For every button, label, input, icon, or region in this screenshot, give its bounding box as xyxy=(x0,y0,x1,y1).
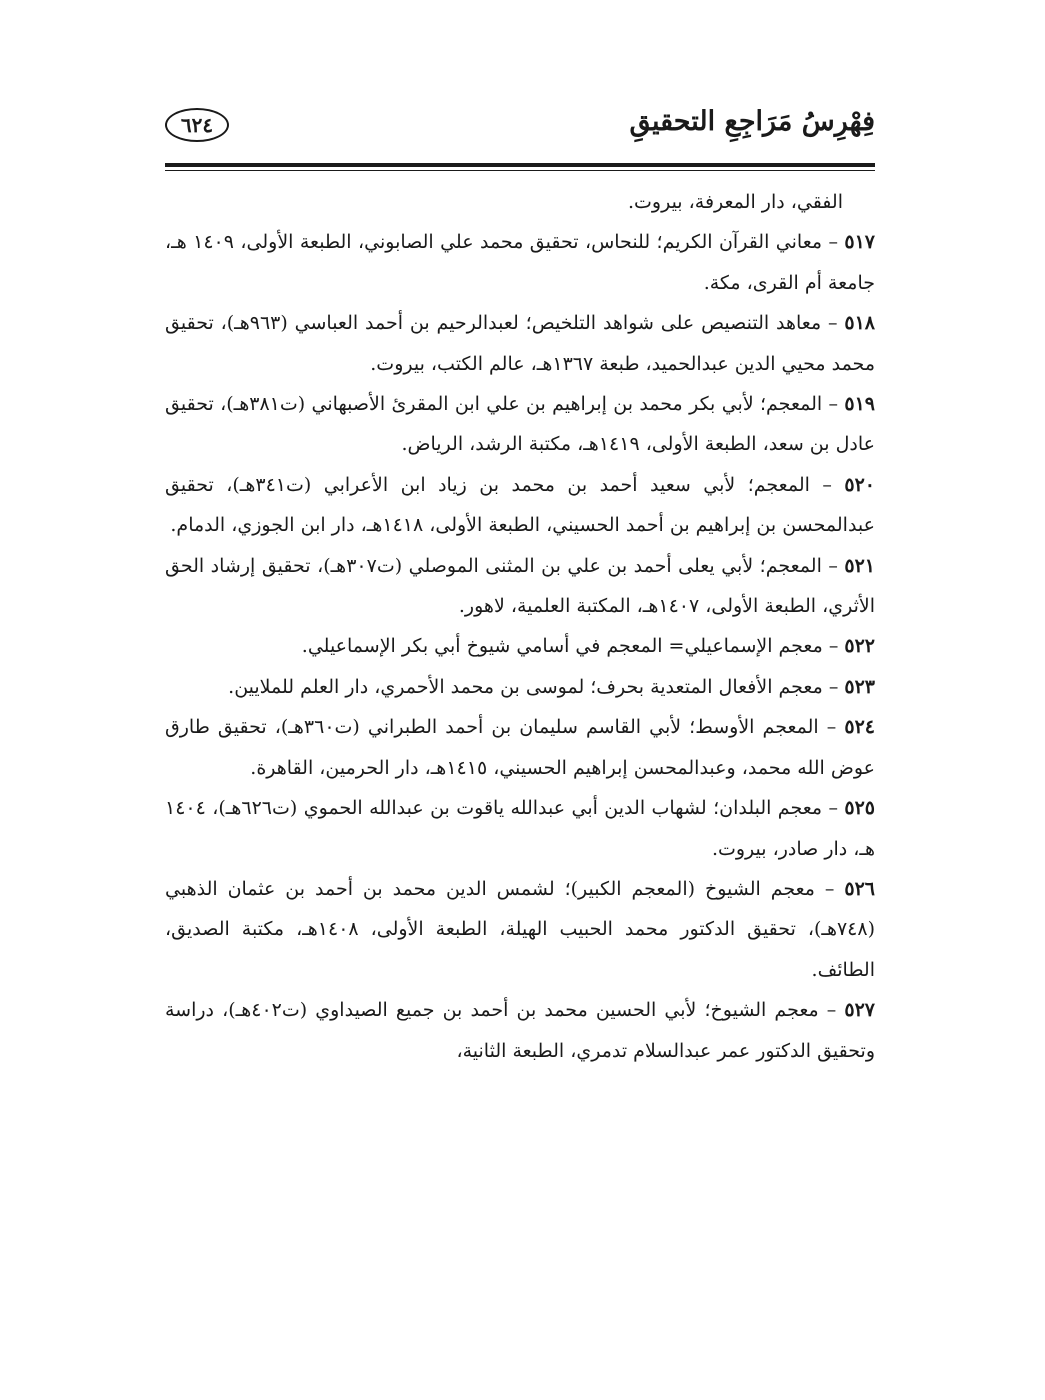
reference-entry: ٥٢٥ – معجم البلدان؛ لشهاب الدين أبي عبدالله ياقوت بن عبدالله الحموي (ت٦٢٦هـ)، ١٤٠٤ هـ، دار صادر، بيروت. xyxy=(165,797,875,860)
reference-entry: ٥١٧ – معاني القرآن الكريم؛ للنحاس، تحقيق محمد علي الصابوني، الطبعة الأولى، ١٤٠٩ هـ، جامعة أم القرى، مكة. xyxy=(165,231,875,294)
reference-number: ٥٢٤ xyxy=(844,716,876,739)
reference-number: ٥٢٣ xyxy=(844,675,875,698)
reference-text: المعجم؛ لأبي سعيد أحمد بن محمد بن زياد ابن الأعرابي (ت٣٤١هـ)، تحقيق عبدالمحسن بن إبراهيم بن أحمد الحسيني، الطبعة الأولى، ١٤١٨هـ، دار ابن الجوزي، الدمام. xyxy=(165,473,875,537)
reference-entry: ٥٢٠ – المعجم؛ لأبي سعيد أحمد بن محمد بن زياد ابن الأعرابي (ت٣٤١هـ)، تحقيق عبدالمحسن بن إبراهيم بن أحمد الحسيني، الطبعة الأولى، ١٤١٨هـ، دار ابن الجوزي، الدمام. xyxy=(165,473,875,537)
reference-entry-continued xyxy=(165,182,875,222)
reference-entry: ٥٢٧ – معجم الشيوخ؛ لأبي الحسين محمد بن أحمد بن جميع الصيداوي (ت٤٠٢هـ)، دراسة وتحقيق الدكتور عمر عبدالسلام تدمري، الطبعة الثانية، xyxy=(165,999,875,1062)
reference-entry: ٥٢٦ – معجم الشيوخ (المعجم الكبير)؛ لشمس الدين محمد بن أحمد بن عثمان الذهبي (٧٤٨هـ)، تحقيق الدكتور محمد الحبيب الهيلة، الطبعة الأولى، ١٤٠٨هـ، مكتبة الصديق، الطائف. xyxy=(165,877,876,981)
reference-number: ٥٢٥ xyxy=(844,797,875,820)
reference-text: المعجم؛ لأبي يعلى أحمد بن علي بن المثنى الموصلي (ت٣٠٧هـ)، تحقيق إرشاد الحق الأثري، الطبعة الأولى، ١٤٠٧هـ، المكتبة العلمية، لاهور. xyxy=(165,554,875,618)
reference-text: معجم البلدان؛ لشهاب الدين أبي عبدالله ياقوت بن عبدالله الحموي (ت٦٢٦هـ)، ١٤٠٤ هـ، دار صادر، بيروت. xyxy=(165,797,875,860)
reference-entry: ٥٢٣ – معجم الأفعال المتعدية بحرف؛ لموسى بن محمد الأحمري، دار العلم للملايين. xyxy=(228,675,875,698)
reference-text: معجم الأفعال المتعدية بحرف؛ لموسى بن محمد الأحمري، دار العلم للملايين. xyxy=(228,675,823,698)
reference-text: معجم الشيوخ؛ لأبي الحسين محمد بن أحمد بن جميع الصيداوي (ت٤٠٢هـ)، دراسة وتحقيق الدكتور عمر عبدالسلام تدمري، الطبعة الثانية، xyxy=(165,999,875,1062)
reference-number: ٥٢١ xyxy=(844,554,875,577)
reference-number: ٥١٩ xyxy=(844,393,875,416)
reference-text: المعجم الأوسط؛ لأبي القاسم سليمان بن أحمد الطبراني (ت٣٦٠هـ)، تحقيق طارق عوض الله محمد، وعبدالمحسن إبراهيم الحسيني، ١٤١٥هـ، دار الحرمين، القاهرة. xyxy=(165,716,875,779)
reference-number: ٥٢٧ xyxy=(844,999,875,1022)
reference-number: ٥١٨ xyxy=(844,312,876,335)
reference-entry: ٥١٨ – معاهد التنصيص على شواهد التلخيص؛ لعبدالرحيم بن أحمد العباسي (٩٦٣هـ)، تحقيق محمد محيي الدين عبدالحميد، طبعة ١٣٦٧هـ، عالم الكتب، بيروت. xyxy=(165,312,876,375)
reference-text: معاني القرآن الكريم؛ للنحاس، تحقيق محمد علي الصابوني، الطبعة الأولى، ١٤٠٩ هـ، جامعة أم القرى، مكة. xyxy=(165,231,875,294)
running-title: فِهْرِسُ مَرَاجِعِ التحقيقِ xyxy=(629,106,875,137)
references-list xyxy=(165,182,875,1071)
header-rule-thin xyxy=(165,170,875,171)
reference-entry: ٥٢١ – المعجم؛ لأبي يعلى أحمد بن علي بن المثنى الموصلي (ت٣٠٧هـ)، تحقيق إرشاد الحق الأثري، الطبعة الأولى، ١٤٠٧هـ، المكتبة العلمية، لاهور. xyxy=(165,554,875,618)
reference-text: المعجم؛ لأبي بكر محمد بن إبراهيم بن علي ابن المقرئ الأصبهاني (ت٣٨١هـ)، تحقيق عادل بن سعد، الطبعة الأولى، ١٤١٩هـ، مكتبة الرشد، الرياض. xyxy=(165,393,875,456)
header-rule-thick xyxy=(165,163,875,167)
reference-text: معجم الشيوخ (المعجم الكبير)؛ لشمس الدين محمد بن أحمد بن عثمان الذهبي (٧٤٨هـ)، تحقيق الدكتور محمد الحبيب الهيلة، الطبعة الأولى، ١٤٠٨هـ، مكتبة الصديق، الطائف. xyxy=(165,877,876,981)
page-header xyxy=(165,100,875,155)
reference-entry: ٥٢٤ – المعجم الأوسط؛ لأبي القاسم سليمان بن أحمد الطبراني (ت٣٦٠هـ)، تحقيق طارق عوض الله محمد، وعبدالمحسن إبراهيم الحسيني، ١٤١٥هـ، دار الحرمين، القاهرة. xyxy=(165,716,876,779)
reference-number: ٥٢٢ xyxy=(844,635,875,658)
reference-number: ٥٢٦ xyxy=(844,877,875,900)
reference-entry: ٥١٩ – المعجم؛ لأبي بكر محمد بن إبراهيم بن علي ابن المقرئ الأصبهاني (ت٣٨١هـ)، تحقيق عادل بن سعد، الطبعة الأولى، ١٤١٩هـ، مكتبة الرشد، الرياض. xyxy=(165,393,875,456)
reference-number: ٥٢٠ xyxy=(844,473,875,496)
reference-text: معاهد التنصيص على شواهد التلخيص؛ لعبدالرحيم بن أحمد العباسي (٩٦٣هـ)، تحقيق محمد محيي الدين عبدالحميد، طبعة ١٣٦٧هـ، عالم الكتب، بيروت. xyxy=(165,312,875,375)
reference-text: معجم الإسماعيلي= المعجم في أسامي شيوخ أبي بكر الإسماعيلي. xyxy=(301,635,823,658)
reference-entry: ٥٢٢ – معجم الإسماعيلي= المعجم في أسامي شيوخ أبي بكر الإسماعيلي. xyxy=(301,635,875,658)
reference-number: ٥١٧ xyxy=(844,231,875,254)
reference-text: الفقي، دار المعرفة، بيروت. xyxy=(627,191,843,213)
page-number: ٦٢٤ xyxy=(165,108,229,142)
